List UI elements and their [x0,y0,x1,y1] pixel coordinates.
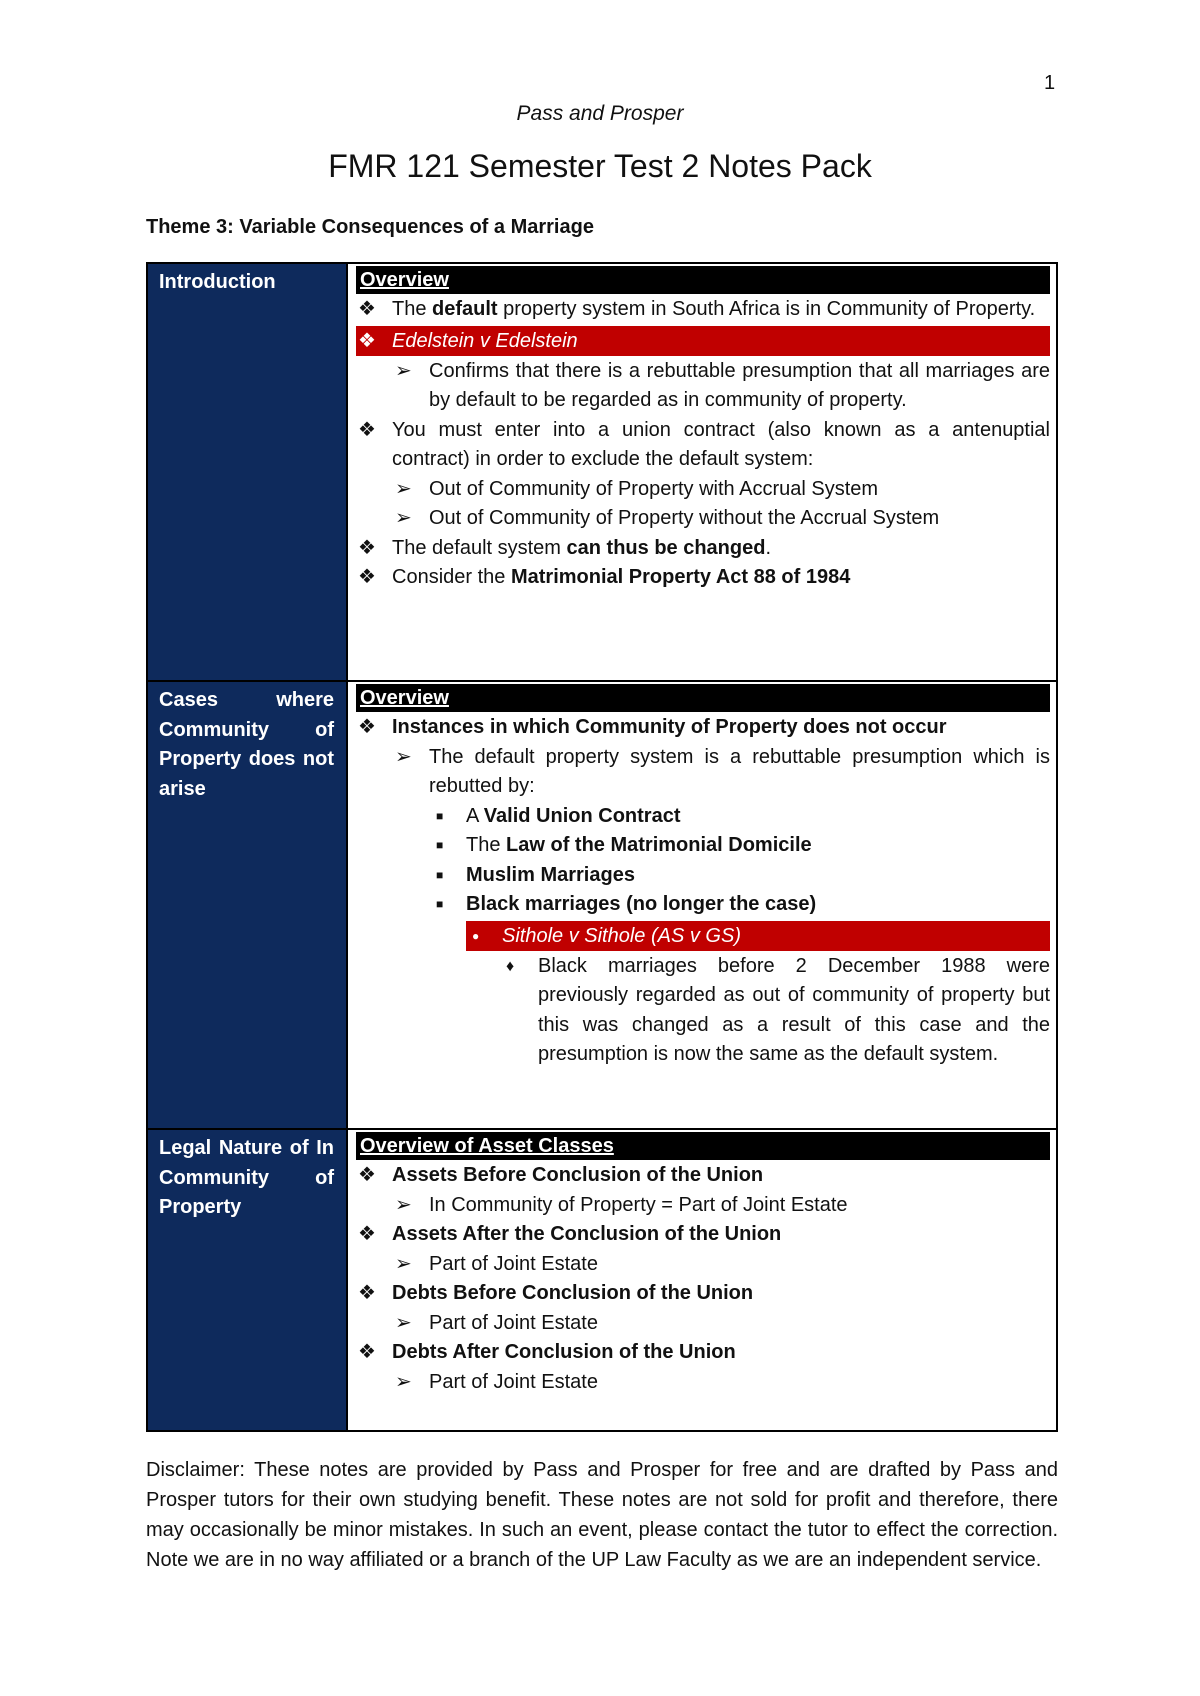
list-item: ➢ Part of Joint Estate [356,1250,1050,1280]
diamond-bullet-icon: ❖ [358,329,376,352]
case-name: Sithole v Sithole (AS v GS) [502,924,741,947]
case-name: Edelstein v Edelstein [392,329,578,352]
arrow-bullet-icon: ➢ [395,1311,412,1334]
notes-table [146,262,1058,1432]
disclaimer: Disclaimer: These notes are provided by Pass and Prosper for free and are drafted by Pass and Prosper tutors for their own studying benefit. These notes are not sold for profit and therefore, there may occasionally be minor mistakes. In such an event, please contact the tutor to effect the correction. Note we are in no way affiliated or a branch of the UP Law Faculty as we are an independent service. [146,1459,1058,1571]
list-item: ➢ Part of Joint Estate [356,1368,1050,1398]
list-item: ❖ Assets After the Conclusion of the Union [356,1220,1050,1250]
list-item: ■ Muslim Marriages [356,861,1050,891]
list-item: ❖ Debts Before Conclusion of the Union [356,1279,1050,1309]
row-content [348,682,1056,1128]
case-highlight [356,326,1050,356]
diamond-bullet-icon: ❖ [358,298,376,320]
list-item: ➢ The default property system is a rebuttable presumption which is rebutted by: [356,743,1050,802]
list-item: ➢ Out of Community of Property without the Accrual System [356,504,1050,534]
square-bullet-icon: ■ [436,897,444,911]
list-item: ➢ Confirms that there is a rebuttable presumption that all marriages are by default to be regarded as in community of property. [356,357,1050,416]
diamond-bullet-icon: ❖ [358,566,376,588]
arrow-bullet-icon: ➢ [395,359,412,382]
diamond-bullet-icon: ❖ [358,1282,376,1304]
row-content [348,264,1056,680]
theme-heading: Theme 3: Variable Consequences of a Marriage [146,216,594,238]
arrow-bullet-icon: ➢ [395,507,412,529]
overview-heading: Overview [356,266,1050,294]
list-item: ❖ The default system can thus be changed. [356,534,1050,564]
list-item: ❖ You must enter into a union contract (also known as a antenuptial contract) in order to exclude the default system: [356,416,1050,475]
diamond-bullet-icon: ❖ [358,536,376,559]
list-item: ➢ In Community of Property = Part of Joint Estate [356,1191,1050,1221]
document-title: FMR 121 Semester Test 2 Notes Pack [328,148,872,184]
row-cases-no-community [148,680,1056,1128]
overview-heading: Overview of Asset Classes [356,1132,1050,1160]
list-item: ■ A Valid Union Contract [356,802,1050,832]
arrow-bullet-icon: ➢ [395,1252,412,1275]
diamond-bullet-icon: ❖ [358,1164,376,1186]
list-item: ■ Black marriages (no longer the case) [356,890,1050,920]
diamond-bullet-icon: ❖ [358,1341,376,1363]
arrow-bullet-icon: ➢ [395,745,412,768]
list-item: ♦ Black marriages before 2 December 1988 were previously regarded as out of community of property but this was changed as a result of this case and the presumption is now the same as the default system. [356,952,1050,1070]
square-bullet-icon: ■ [436,838,444,852]
row-introduction [148,264,1056,680]
list-item: ❖ The default property system in South Africa is in Community of Property. [356,295,1050,325]
row-heading: Introduction [148,264,348,680]
diamond-small-icon: ♦ [506,957,515,975]
arrow-bullet-icon: ➢ [395,1370,412,1393]
list-item: ❖ Assets Before Conclusion of the Union [356,1161,1050,1191]
list-item: ❖ Consider the Matrimonial Property Act 88 of 1984 [356,563,1050,593]
diamond-bullet-icon: ❖ [358,1223,376,1245]
square-bullet-icon: ■ [436,867,444,882]
arrow-bullet-icon: ➢ [395,477,412,500]
list-item: ❖ Debts After Conclusion of the Union [356,1338,1050,1368]
row-heading: Legal Nature of In Community of Property [148,1130,348,1430]
brand-header: Pass and Prosper [516,102,684,125]
row-content [348,1130,1056,1430]
list-item: ■ The Law of the Matrimonial Domicile [356,831,1050,861]
diamond-bullet-icon: ❖ [358,418,376,441]
square-bullet-icon: ■ [436,808,444,823]
row-heading: Cases where Community of Property does not arise [148,682,348,1128]
list-item: ❖ Instances in which Community of Property does not occur [356,713,1050,743]
arrow-bullet-icon: ➢ [395,1193,412,1216]
list-item: ➢ Part of Joint Estate [356,1309,1050,1339]
page-number: 1 [1044,72,1056,94]
case-highlight [466,921,1050,951]
list-item: ➢ Out of Community of Property with Accrual System [356,475,1050,505]
overview-heading: Overview [356,684,1050,712]
round-bullet-icon: ● [472,928,480,943]
diamond-bullet-icon: ❖ [358,716,376,738]
row-legal-nature [148,1128,1056,1430]
